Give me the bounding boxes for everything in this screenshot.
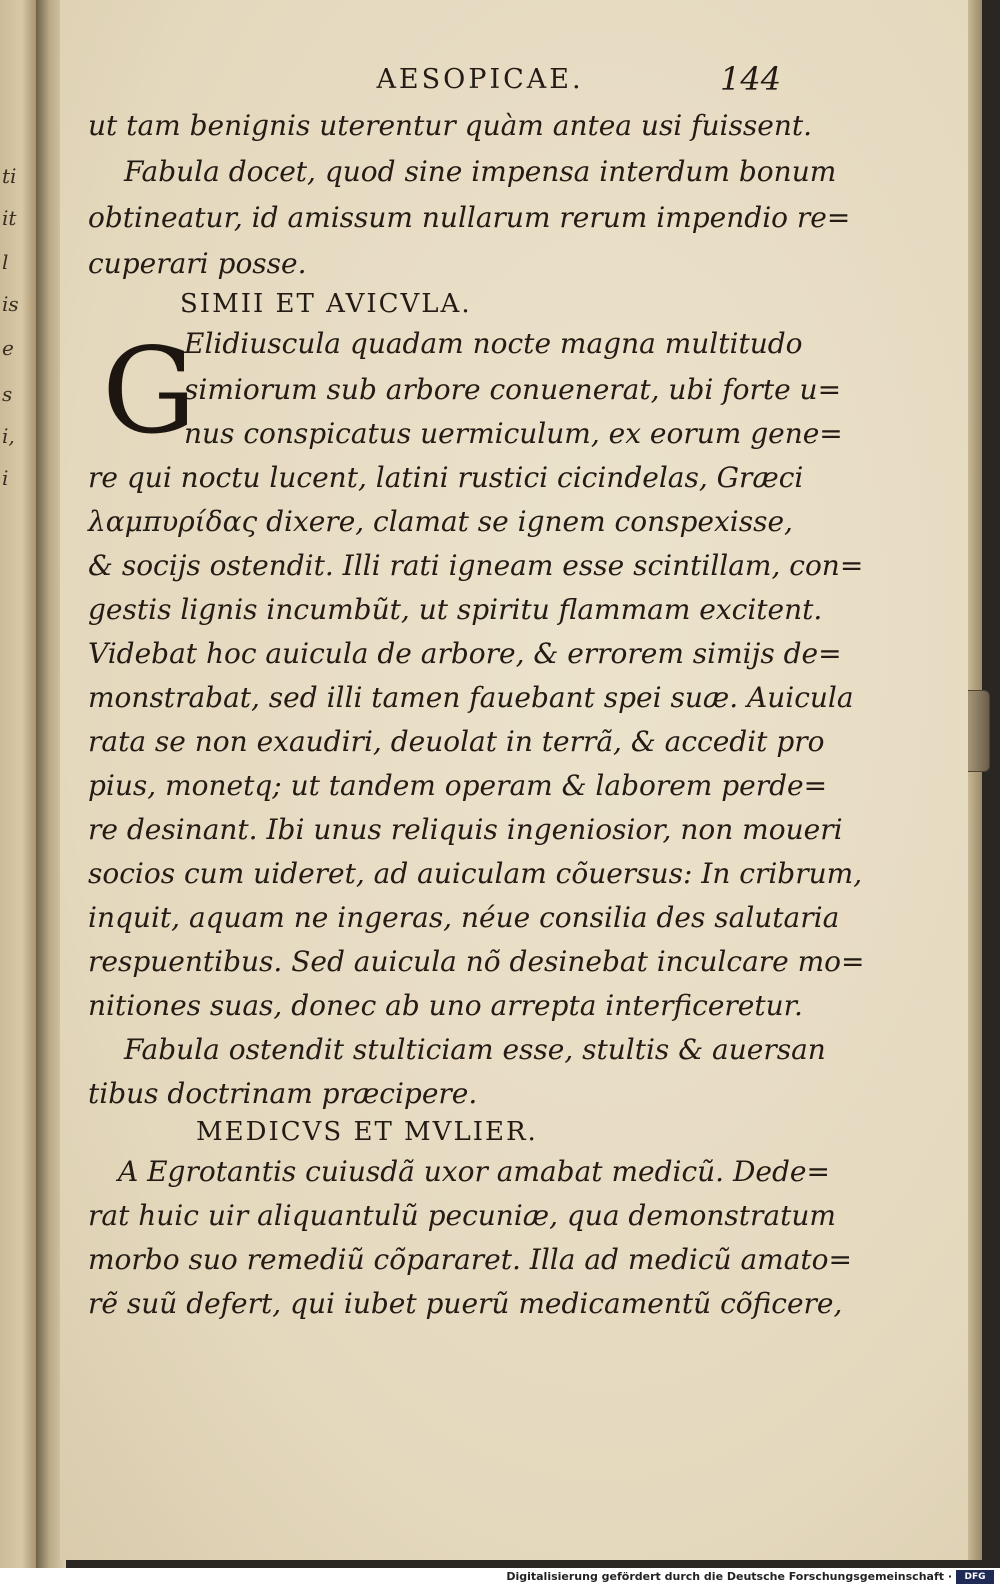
text-line: cuperari posse. (88, 247, 307, 280)
text-line: Fabula ostendit stulticiam esse, stultis & auersan (124, 1033, 826, 1066)
text-line: respuentibus. Sed auicula nõ desinebat inculcare mo= (88, 945, 865, 978)
drop-cap: G (102, 322, 197, 460)
running-title: AESOPICAE. (376, 64, 584, 95)
text-line: tibus doctrinam præcipere. (88, 1077, 478, 1110)
text-line: monstrabat, sed illi tamen fauebant spei suæ. Auicula (88, 681, 854, 714)
text-line: pius, monetq; ut tandem operam & laborem perde= (88, 769, 828, 802)
fable-heading: MEDICVS ET MVLIER. (196, 1117, 538, 1147)
text-line: & socijs ostendit. Illi rati igneam esse scintillam, con= (88, 549, 864, 582)
text-line: Elidiuscula quadam nocte magna multitudo (184, 327, 803, 360)
text-line: inquit, aquam ne ingeras, néue consilia des salutaria (88, 901, 840, 934)
text-line: simiorum sub arbore conuenerat, ubi forte u= (184, 373, 842, 406)
dfg-logo: DFG (956, 1570, 994, 1584)
fable-heading: SIMII ET AVICVLA. (180, 289, 472, 319)
text-line: nus conspicatus uermiculum, ex eorum gene= (184, 417, 843, 450)
page-number: 144 (720, 60, 782, 98)
text-line: rat huic uir aliquantulũ pecuniæ, qua demonstratum (88, 1199, 836, 1232)
text-line: ut tam benignis uterentur quàm antea usi fuissent. (88, 109, 813, 142)
book-page (60, 0, 968, 1560)
text-line: nitiones suas, donec ab uno arrepta interficeretur. (88, 989, 803, 1022)
text-line: gestis lignis incumbũt, ut spiritu flammam excitent. (88, 593, 823, 626)
facing-page-edge: ti it l is e s i, i (0, 0, 36, 1568)
text-line: re desinant. Ibi unus reliquis ingeniosior, non moueri (88, 813, 843, 846)
text-line: re qui noctu lucent, latini rustici cicindelas, Græci (88, 461, 804, 494)
running-head (60, 60, 960, 100)
text-line: morbo suo remediũ cõpararet. Illa ad medicũ amato= (88, 1243, 852, 1276)
text-line: Videbat hoc auicula de arbore, & errorem simijs de= (88, 637, 842, 670)
text-line: obtineatur, id amissum nullarum rerum impendio re= (88, 201, 851, 234)
page-edge (968, 0, 982, 1560)
digitization-footer (0, 1568, 1000, 1587)
text-line: rẽ suũ defert, qui iubet puerũ medicamentũ cõficere, (88, 1287, 843, 1320)
text-line: Fabula docet, quod sine impensa interdum bonum (124, 155, 837, 188)
text-line: A Egrotantis cuiusdã uxor amabat medicũ. Dede= (118, 1155, 830, 1188)
text-line: rata se non exaudiri, deuolat in terrã, & accedit pro (88, 725, 825, 758)
text-line: λαμπυρίδας dixere, clamat se ignem conspexisse, (88, 505, 793, 538)
footer-credit: Digitalisierung gefördert durch die Deutsche Forschungsgemeinschaft · (506, 1570, 952, 1583)
text-line: socios cum uideret, ad auiculam cõuersus: In cribrum, (88, 857, 863, 890)
